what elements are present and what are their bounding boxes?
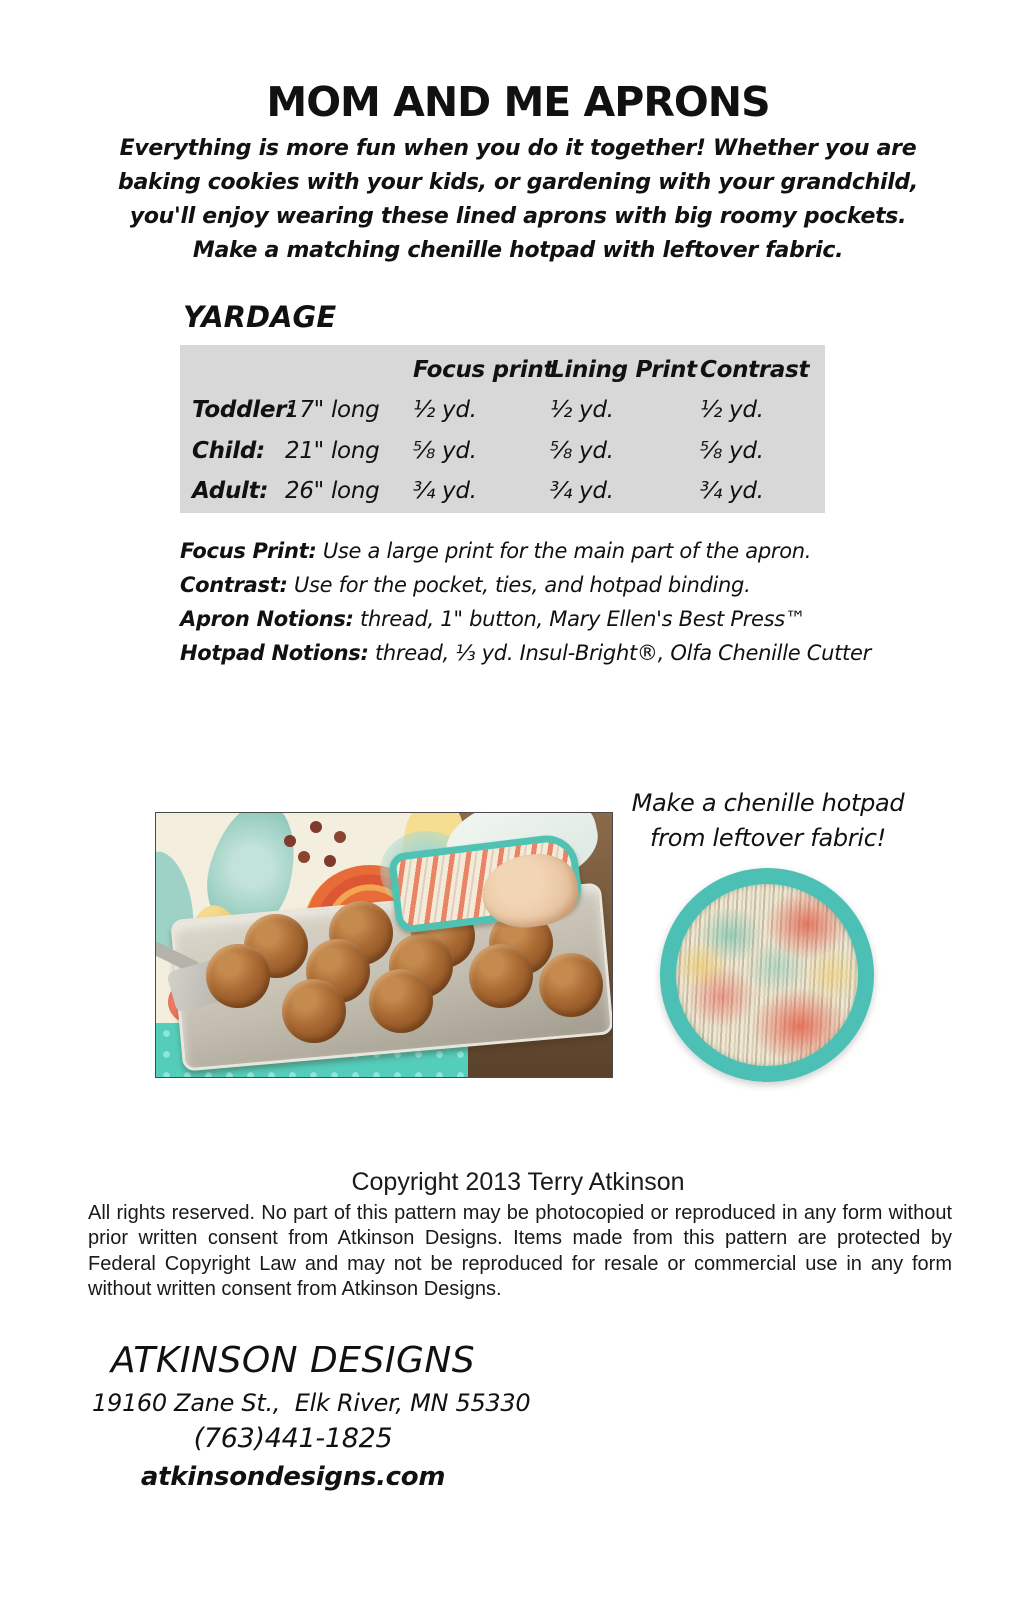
- contrast-yardage: ⅝ yd.: [700, 438, 764, 464]
- copyright-title: Copyright 2013 Terry Atkinson: [351, 1168, 685, 1196]
- page-title: MOM AND ME APRONS: [266, 78, 770, 126]
- cookie-on-spatula: [206, 944, 270, 1008]
- column-header-contrast: Contrast: [700, 357, 810, 383]
- size-length: 26" long: [285, 478, 380, 504]
- lining-yardage: ¾ yd.: [550, 478, 614, 504]
- note-label: Hotpad Notions:: [180, 641, 369, 665]
- size-length: 21" long: [285, 438, 380, 464]
- intro-paragraph: [0, 132, 1036, 268]
- cookie: [282, 979, 346, 1043]
- lining-yardage: ½ yd.: [550, 397, 614, 423]
- company-name: ATKINSON DESIGNS: [110, 1340, 476, 1381]
- focus-yardage: ⅝ yd.: [413, 438, 477, 464]
- note-text: thread, ⅓ yd. Insul-Bright®, Olfa Chenille Cutter: [368, 641, 871, 665]
- focus-yardage: ½ yd.: [413, 397, 477, 423]
- column-header-lining-print: Lining Print: [550, 357, 697, 383]
- yardage-heading: YARDAGE: [183, 300, 337, 334]
- hotpad-caption-line: Make a chenille hotpad: [631, 789, 905, 817]
- cookie: [469, 944, 533, 1008]
- note-text: Use for the pocket, ties, and hotpad binding.: [287, 573, 751, 597]
- company-website: atkinsondesigns.com: [140, 1462, 446, 1492]
- copyright-body: All rights reserved. No part of this pattern may be photocopied or reproduced in any form without prior written consent from Atkinson Designs. Items made from this pattern are protected by Federal Copyright Law and may not be reproduced for resale or commercial use in any form without written consent from Atkinson Designs.: [88, 1202, 952, 1301]
- intro-line: you'll enjoy wearing these lined aprons with big roomy pockets.: [129, 204, 907, 229]
- size-label: Child:: [192, 438, 265, 464]
- yardage-header-row: [180, 357, 825, 391]
- materials-notes: [180, 534, 1000, 670]
- note-focus-print: [180, 534, 1000, 568]
- note-apron-notions: [180, 602, 1000, 636]
- note-label: Contrast:: [180, 573, 288, 597]
- intro-line: baking cookies with your kids, or gardening with your grandchild,: [118, 170, 918, 195]
- column-header-focus-print: Focus print: [413, 357, 555, 383]
- publisher-block: [92, 1336, 531, 1497]
- intro-line: Make a matching chenille hotpad with leftover fabric.: [192, 238, 844, 263]
- size-length: 17" long: [285, 397, 380, 423]
- hotpad-caption: [585, 786, 951, 856]
- size-label: Toddler:: [192, 397, 296, 423]
- focus-yardage: ¾ yd.: [413, 478, 477, 504]
- apron-fabric-buds: [284, 835, 296, 847]
- contrast-yardage: ¾ yd.: [700, 478, 764, 504]
- note-contrast: [180, 568, 1000, 602]
- company-address: 19160 Zane St., Elk River, MN 55330: [92, 1389, 531, 1417]
- table-row-child: [180, 438, 825, 472]
- note-text: Use a large print for the main part of the apron.: [316, 539, 812, 563]
- apron-photo: [155, 812, 613, 1078]
- table-row-toddler: [180, 397, 825, 431]
- size-label: Adult:: [192, 478, 269, 504]
- note-hotpad-notions: [180, 636, 1000, 670]
- hotpad-caption-line: from leftover fabric!: [650, 824, 886, 852]
- cookie: [539, 953, 603, 1017]
- note-label: Focus Print:: [180, 539, 317, 563]
- chenille-hotpad-photo: [660, 868, 874, 1082]
- intro-line: Everything is more fun when you do it together! Whether you are: [119, 136, 917, 161]
- table-row-adult: [180, 478, 825, 512]
- yardage-table: [180, 345, 825, 513]
- note-label: Apron Notions:: [180, 607, 354, 631]
- lining-yardage: ⅝ yd.: [550, 438, 614, 464]
- note-text: thread, 1" button, Mary Ellen's Best Press™: [353, 607, 806, 631]
- company-phone: (763)441-1825: [193, 1423, 393, 1454]
- contrast-yardage: ½ yd.: [700, 397, 764, 423]
- cookie: [369, 969, 433, 1033]
